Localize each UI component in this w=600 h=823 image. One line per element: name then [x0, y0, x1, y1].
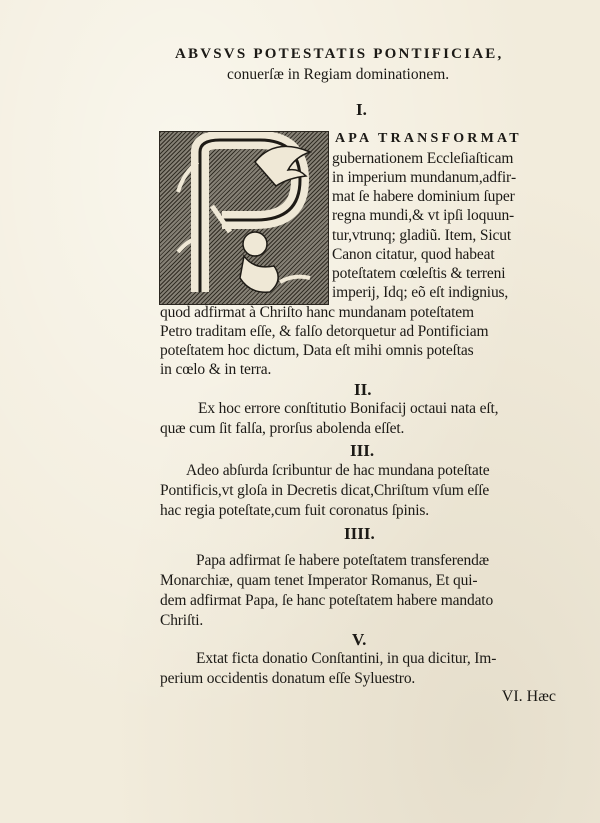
section-4-line-4: Chriſti. — [160, 612, 204, 629]
section-numeral-4: IIII. — [344, 524, 375, 543]
section-1-line-1: APA TRANSFORMAT — [335, 131, 522, 146]
section-5-line-1: Extat ficta donatio Conſtantini, in qua dicitur, Im‑ — [196, 650, 497, 667]
section-3-line-2: Pontificis,vt gloſa in Decretis dicat,Chriſtum vſum eſſe — [160, 482, 490, 499]
section-4-line-3: dem adfirmat Papa, ſe hanc poteſtatem habere mandato — [160, 592, 494, 609]
section-1-line-2: gubernationem Eccleſiaſticam — [332, 150, 514, 167]
section-2-line-2: quæ cum ſit falſa, prorſus abolenda eſſet. — [160, 420, 405, 437]
section-1-line-3: in imperium mundanum,adfir‑ — [332, 169, 517, 186]
page-subtitle: conuerſæ in Regiam dominationem. — [227, 66, 450, 83]
section-numeral-3: III. — [350, 441, 375, 460]
section-numeral-5: V. — [352, 630, 367, 649]
section-1-line-8: poteſtatem cœleſtis & terreni — [332, 265, 506, 282]
section-3-line-1: Adeo abſurda ſcribuntur de hac mundana poteſtate — [186, 462, 490, 479]
section-numeral-1: I. — [356, 100, 367, 119]
section-1-line-4: mat ſe habere dominium ſuper — [332, 188, 515, 205]
section-1-line-13: in cœlo & in terra. — [160, 361, 272, 378]
page-title: ABVSVS POTESTATIS PONTIFICIAE, — [175, 46, 504, 62]
section-1-line-9: imperij, Idq; eõ eſt indignius, — [332, 284, 509, 301]
section-3-line-3: hac regia poteſtate,cum fuit coronatus ſpinis. — [160, 502, 429, 519]
section-1-line-10: quod adfirmat à Chriſto hanc mundanam poteſtatem — [160, 304, 474, 321]
woodcut-initial-icon — [160, 132, 328, 304]
section-4-line-1: Papa adfirmat ſe habere poteſtatem transferendæ — [196, 552, 489, 569]
section-2-line-1: Ex hoc errore conſtitutio Bonifacij octaui nata eſt, — [198, 400, 499, 417]
decorated-initial-icon — [159, 131, 329, 305]
section-numeral-2: II. — [354, 380, 372, 399]
section-1-line-5: regna mundi,& vt ipſi loquun‑ — [332, 207, 515, 224]
section-1-line-12: poteſtatem hoc dictum, Data eſt mihi omnis poteſtas — [160, 342, 474, 359]
section-1-line-11: Petro traditam eſſe, & falſo detorquetur ad Pontificiam — [160, 323, 489, 340]
section-5-line-2: perium occidentis donatum eſſe Syluestro. — [160, 670, 416, 687]
section-4-line-2: Monarchiæ, quam tenet Imperator Romanus, Et qui‑ — [160, 572, 478, 589]
section-1-line-7: Canon citatur, quod habeat — [332, 246, 495, 263]
section-1-line-6: tur,vtrunq; gladiũ. Item, Sicut — [332, 227, 511, 244]
catchword: VI. Hæc — [501, 688, 556, 705]
